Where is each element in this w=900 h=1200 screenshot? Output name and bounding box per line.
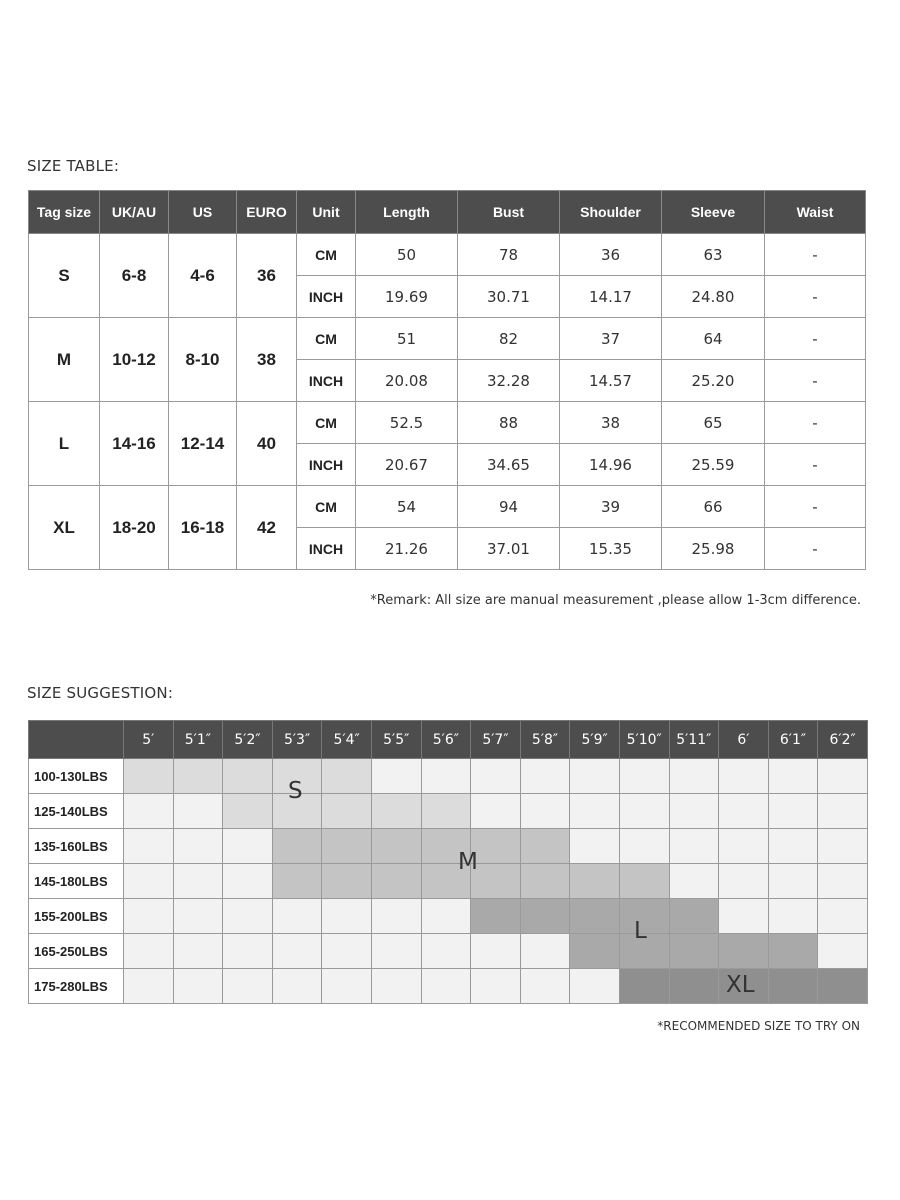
zone-cell-xl bbox=[619, 969, 669, 1004]
grid-cell bbox=[421, 969, 471, 1004]
zone-label-xl: XL bbox=[726, 972, 755, 998]
size-suggestion-body bbox=[29, 759, 868, 1004]
grid-cell bbox=[719, 794, 769, 829]
unit-cm-cell: CM bbox=[297, 234, 356, 276]
size-remark: *Remark: All size are manual measurement ,please allow 1-3cm difference. bbox=[370, 593, 861, 608]
grid-cell bbox=[173, 969, 223, 1004]
zone-cell-m bbox=[520, 829, 570, 864]
size-table-header bbox=[29, 191, 866, 234]
sleeve-cm-cell: 63 bbox=[662, 234, 765, 276]
grid-cell bbox=[768, 794, 818, 829]
grid-cell bbox=[570, 969, 620, 1004]
size-table bbox=[28, 190, 866, 570]
zone-cell-s bbox=[421, 794, 471, 829]
length-cm-cell: 52.5 bbox=[356, 402, 458, 444]
size-header-cell: Sleeve bbox=[662, 191, 765, 234]
size-header-cell: Shoulder bbox=[560, 191, 662, 234]
height-header-cell: 5′6″ bbox=[421, 721, 471, 759]
zone-cell-s bbox=[371, 794, 421, 829]
tag-size-cell: S bbox=[29, 234, 100, 318]
size-header-cell: US bbox=[169, 191, 237, 234]
grid-cell bbox=[173, 864, 223, 899]
weight-label-cell: 175-280LBS bbox=[29, 969, 124, 1004]
weight-row bbox=[29, 794, 868, 829]
weight-label-cell: 135-160LBS bbox=[29, 829, 124, 864]
shoulder-inch-cell: 14.96 bbox=[560, 444, 662, 486]
grid-cell bbox=[173, 829, 223, 864]
grid-cell bbox=[669, 829, 719, 864]
shoulder-cm-cell: 37 bbox=[560, 318, 662, 360]
grid-cell bbox=[223, 969, 273, 1004]
shoulder-inch-cell: 15.35 bbox=[560, 528, 662, 570]
suggestion-remark: *RECOMMENDED SIZE TO TRY ON bbox=[657, 1019, 860, 1033]
shoulder-cm-cell: 38 bbox=[560, 402, 662, 444]
unit-cm-cell: CM bbox=[297, 402, 356, 444]
grid-cell bbox=[669, 759, 719, 794]
grid-cell bbox=[322, 934, 372, 969]
size-row-cm bbox=[29, 318, 866, 360]
weight-row bbox=[29, 899, 868, 934]
height-header-cell: 5′5″ bbox=[371, 721, 421, 759]
zone-cell-xl bbox=[669, 969, 719, 1004]
bust-cm-cell: 94 bbox=[458, 486, 560, 528]
size-header-cell: UK/AU bbox=[100, 191, 169, 234]
grid-cell bbox=[520, 969, 570, 1004]
grid-cell bbox=[124, 794, 174, 829]
grid-cell bbox=[421, 759, 471, 794]
grid-cell bbox=[124, 934, 174, 969]
zone-cell-l bbox=[471, 899, 521, 934]
weight-row bbox=[29, 864, 868, 899]
weight-label-cell: 125-140LBS bbox=[29, 794, 124, 829]
bust-inch-cell: 37.01 bbox=[458, 528, 560, 570]
height-header-cell: 5′ bbox=[124, 721, 174, 759]
height-header-cell: 5′3″ bbox=[272, 721, 322, 759]
us-cell: 12-14 bbox=[169, 402, 237, 486]
shoulder-inch-cell: 14.57 bbox=[560, 360, 662, 402]
height-header-cell: 6′ bbox=[719, 721, 769, 759]
grid-cell bbox=[371, 934, 421, 969]
grid-cell bbox=[124, 864, 174, 899]
zone-cell-l bbox=[719, 934, 769, 969]
grid-cell bbox=[818, 934, 868, 969]
euro-cell: 42 bbox=[237, 486, 297, 570]
waist-inch-cell: - bbox=[765, 444, 866, 486]
grid-cell bbox=[272, 934, 322, 969]
weight-label-cell: 155-200LBS bbox=[29, 899, 124, 934]
zone-cell-m bbox=[619, 864, 669, 899]
sleeve-inch-cell: 24.80 bbox=[662, 276, 765, 318]
length-inch-cell: 19.69 bbox=[356, 276, 458, 318]
us-cell: 8-10 bbox=[169, 318, 237, 402]
euro-cell: 38 bbox=[237, 318, 297, 402]
bust-cm-cell: 78 bbox=[458, 234, 560, 276]
waist-cm-cell: - bbox=[765, 318, 866, 360]
weight-label-cell: 100-130LBS bbox=[29, 759, 124, 794]
zone-cell-s bbox=[124, 759, 174, 794]
height-header-cell: 5′11″ bbox=[669, 721, 719, 759]
bust-inch-cell: 34.65 bbox=[458, 444, 560, 486]
unit-inch-cell: INCH bbox=[297, 276, 356, 318]
grid-cell bbox=[322, 899, 372, 934]
zone-cell-m bbox=[570, 864, 620, 899]
grid-cell bbox=[272, 899, 322, 934]
grid-cell bbox=[371, 899, 421, 934]
unit-cm-cell: CM bbox=[297, 486, 356, 528]
zone-label-m: M bbox=[458, 849, 478, 875]
grid-cell bbox=[619, 794, 669, 829]
bust-cm-cell: 82 bbox=[458, 318, 560, 360]
height-header-cell: 5′7″ bbox=[471, 721, 521, 759]
size-header-cell: Length bbox=[356, 191, 458, 234]
zone-cell-m bbox=[371, 829, 421, 864]
length-inch-cell: 20.67 bbox=[356, 444, 458, 486]
grid-cell bbox=[768, 899, 818, 934]
zone-cell-s bbox=[322, 759, 372, 794]
length-cm-cell: 50 bbox=[356, 234, 458, 276]
grid-cell bbox=[768, 829, 818, 864]
grid-cell bbox=[818, 829, 868, 864]
zone-cell-m bbox=[322, 829, 372, 864]
zone-cell-l bbox=[768, 934, 818, 969]
size-row-cm bbox=[29, 486, 866, 528]
us-cell: 4-6 bbox=[169, 234, 237, 318]
length-inch-cell: 21.26 bbox=[356, 528, 458, 570]
corner-cell bbox=[29, 721, 124, 759]
grid-cell bbox=[818, 899, 868, 934]
grid-cell bbox=[124, 899, 174, 934]
size-header-cell: Tag size bbox=[29, 191, 100, 234]
grid-cell bbox=[223, 864, 273, 899]
waist-cm-cell: - bbox=[765, 402, 866, 444]
sleeve-inch-cell: 25.20 bbox=[662, 360, 765, 402]
size-suggestion-grid bbox=[28, 720, 868, 1004]
height-header-row bbox=[29, 721, 868, 759]
length-inch-cell: 20.08 bbox=[356, 360, 458, 402]
grid-cell bbox=[520, 794, 570, 829]
weight-row bbox=[29, 829, 868, 864]
waist-inch-cell: - bbox=[765, 360, 866, 402]
grid-cell bbox=[768, 864, 818, 899]
zone-cell-s bbox=[223, 794, 273, 829]
grid-cell bbox=[124, 829, 174, 864]
zone-cell-l bbox=[570, 899, 620, 934]
grid-cell bbox=[669, 794, 719, 829]
waist-inch-cell: - bbox=[765, 528, 866, 570]
bust-inch-cell: 32.28 bbox=[458, 360, 560, 402]
grid-cell bbox=[768, 759, 818, 794]
size-row-cm bbox=[29, 402, 866, 444]
height-header-cell: 5′9″ bbox=[570, 721, 620, 759]
zone-cell-s bbox=[173, 759, 223, 794]
zone-cell-l bbox=[570, 934, 620, 969]
unit-inch-cell: INCH bbox=[297, 360, 356, 402]
shoulder-inch-cell: 14.17 bbox=[560, 276, 662, 318]
zone-label-s: S bbox=[288, 778, 303, 804]
zone-cell-l bbox=[669, 899, 719, 934]
weight-row bbox=[29, 759, 868, 794]
height-header-cell: 6′1″ bbox=[768, 721, 818, 759]
grid-cell bbox=[471, 934, 521, 969]
grid-cell bbox=[570, 794, 620, 829]
zone-cell-m bbox=[272, 829, 322, 864]
zone-cell-m bbox=[471, 829, 521, 864]
zone-cell-s bbox=[223, 759, 273, 794]
height-header-cell: 5′2″ bbox=[223, 721, 273, 759]
length-cm-cell: 51 bbox=[356, 318, 458, 360]
zone-cell-m bbox=[520, 864, 570, 899]
height-header-cell: 5′10″ bbox=[619, 721, 669, 759]
unit-inch-cell: INCH bbox=[297, 528, 356, 570]
size-table-title: SIZE TABLE: bbox=[27, 157, 120, 175]
grid-cell bbox=[669, 864, 719, 899]
length-cm-cell: 54 bbox=[356, 486, 458, 528]
zone-cell-l bbox=[669, 934, 719, 969]
height-header-cell: 5′8″ bbox=[520, 721, 570, 759]
grid-cell bbox=[619, 829, 669, 864]
euro-cell: 36 bbox=[237, 234, 297, 318]
grid-cell bbox=[570, 759, 620, 794]
grid-cell bbox=[173, 934, 223, 969]
weight-label-cell: 165-250LBS bbox=[29, 934, 124, 969]
waist-inch-cell: - bbox=[765, 276, 866, 318]
grid-cell bbox=[223, 934, 273, 969]
uk-au-cell: 14-16 bbox=[100, 402, 169, 486]
grid-cell bbox=[719, 829, 769, 864]
size-header-cell: Waist bbox=[765, 191, 866, 234]
grid-cell bbox=[570, 829, 620, 864]
height-header-cell: 6′2″ bbox=[818, 721, 868, 759]
zone-cell-xl bbox=[768, 969, 818, 1004]
grid-cell bbox=[719, 864, 769, 899]
bust-cm-cell: 88 bbox=[458, 402, 560, 444]
grid-cell bbox=[719, 899, 769, 934]
size-header-cell: EURO bbox=[237, 191, 297, 234]
height-header-cell: 5′4″ bbox=[322, 721, 372, 759]
weight-label-cell: 145-180LBS bbox=[29, 864, 124, 899]
size-row-cm bbox=[29, 234, 866, 276]
zone-cell-m bbox=[471, 864, 521, 899]
weight-row bbox=[29, 934, 868, 969]
tag-size-cell: L bbox=[29, 402, 100, 486]
shoulder-cm-cell: 36 bbox=[560, 234, 662, 276]
grid-cell bbox=[471, 759, 521, 794]
shoulder-cm-cell: 39 bbox=[560, 486, 662, 528]
waist-cm-cell: - bbox=[765, 234, 866, 276]
uk-au-cell: 10-12 bbox=[100, 318, 169, 402]
sleeve-cm-cell: 64 bbox=[662, 318, 765, 360]
grid-cell bbox=[471, 794, 521, 829]
grid-cell bbox=[520, 759, 570, 794]
tag-size-cell: M bbox=[29, 318, 100, 402]
grid-cell bbox=[371, 759, 421, 794]
size-header-cell: Unit bbox=[297, 191, 356, 234]
tag-size-cell: XL bbox=[29, 486, 100, 570]
grid-cell bbox=[818, 794, 868, 829]
grid-cell bbox=[421, 899, 471, 934]
grid-cell bbox=[471, 969, 521, 1004]
grid-cell bbox=[272, 969, 322, 1004]
grid-cell bbox=[421, 934, 471, 969]
grid-cell bbox=[619, 759, 669, 794]
unit-cm-cell: CM bbox=[297, 318, 356, 360]
uk-au-cell: 6-8 bbox=[100, 234, 169, 318]
waist-cm-cell: - bbox=[765, 486, 866, 528]
grid-cell bbox=[173, 899, 223, 934]
sleeve-cm-cell: 65 bbox=[662, 402, 765, 444]
zone-cell-m bbox=[322, 864, 372, 899]
unit-inch-cell: INCH bbox=[297, 444, 356, 486]
zone-cell-m bbox=[371, 864, 421, 899]
sleeve-cm-cell: 66 bbox=[662, 486, 765, 528]
size-header-cell: Bust bbox=[458, 191, 560, 234]
grid-cell bbox=[173, 794, 223, 829]
grid-cell bbox=[719, 759, 769, 794]
grid-cell bbox=[322, 969, 372, 1004]
grid-cell bbox=[818, 864, 868, 899]
zone-label-l: L bbox=[634, 918, 647, 944]
zone-cell-s bbox=[322, 794, 372, 829]
zone-cell-m bbox=[272, 864, 322, 899]
grid-cell bbox=[520, 934, 570, 969]
uk-au-cell: 18-20 bbox=[100, 486, 169, 570]
grid-cell bbox=[223, 899, 273, 934]
euro-cell: 40 bbox=[237, 402, 297, 486]
zone-cell-l bbox=[520, 899, 570, 934]
bust-inch-cell: 30.71 bbox=[458, 276, 560, 318]
grid-cell bbox=[124, 969, 174, 1004]
grid-cell bbox=[818, 759, 868, 794]
zone-cell-xl bbox=[818, 969, 868, 1004]
sleeve-inch-cell: 25.98 bbox=[662, 528, 765, 570]
size-suggestion-title: SIZE SUGGESTION: bbox=[27, 684, 174, 702]
grid-cell bbox=[223, 829, 273, 864]
sleeve-inch-cell: 25.59 bbox=[662, 444, 765, 486]
grid-cell bbox=[371, 969, 421, 1004]
size-table-body bbox=[29, 234, 866, 570]
height-header-cell: 5′1″ bbox=[173, 721, 223, 759]
us-cell: 16-18 bbox=[169, 486, 237, 570]
